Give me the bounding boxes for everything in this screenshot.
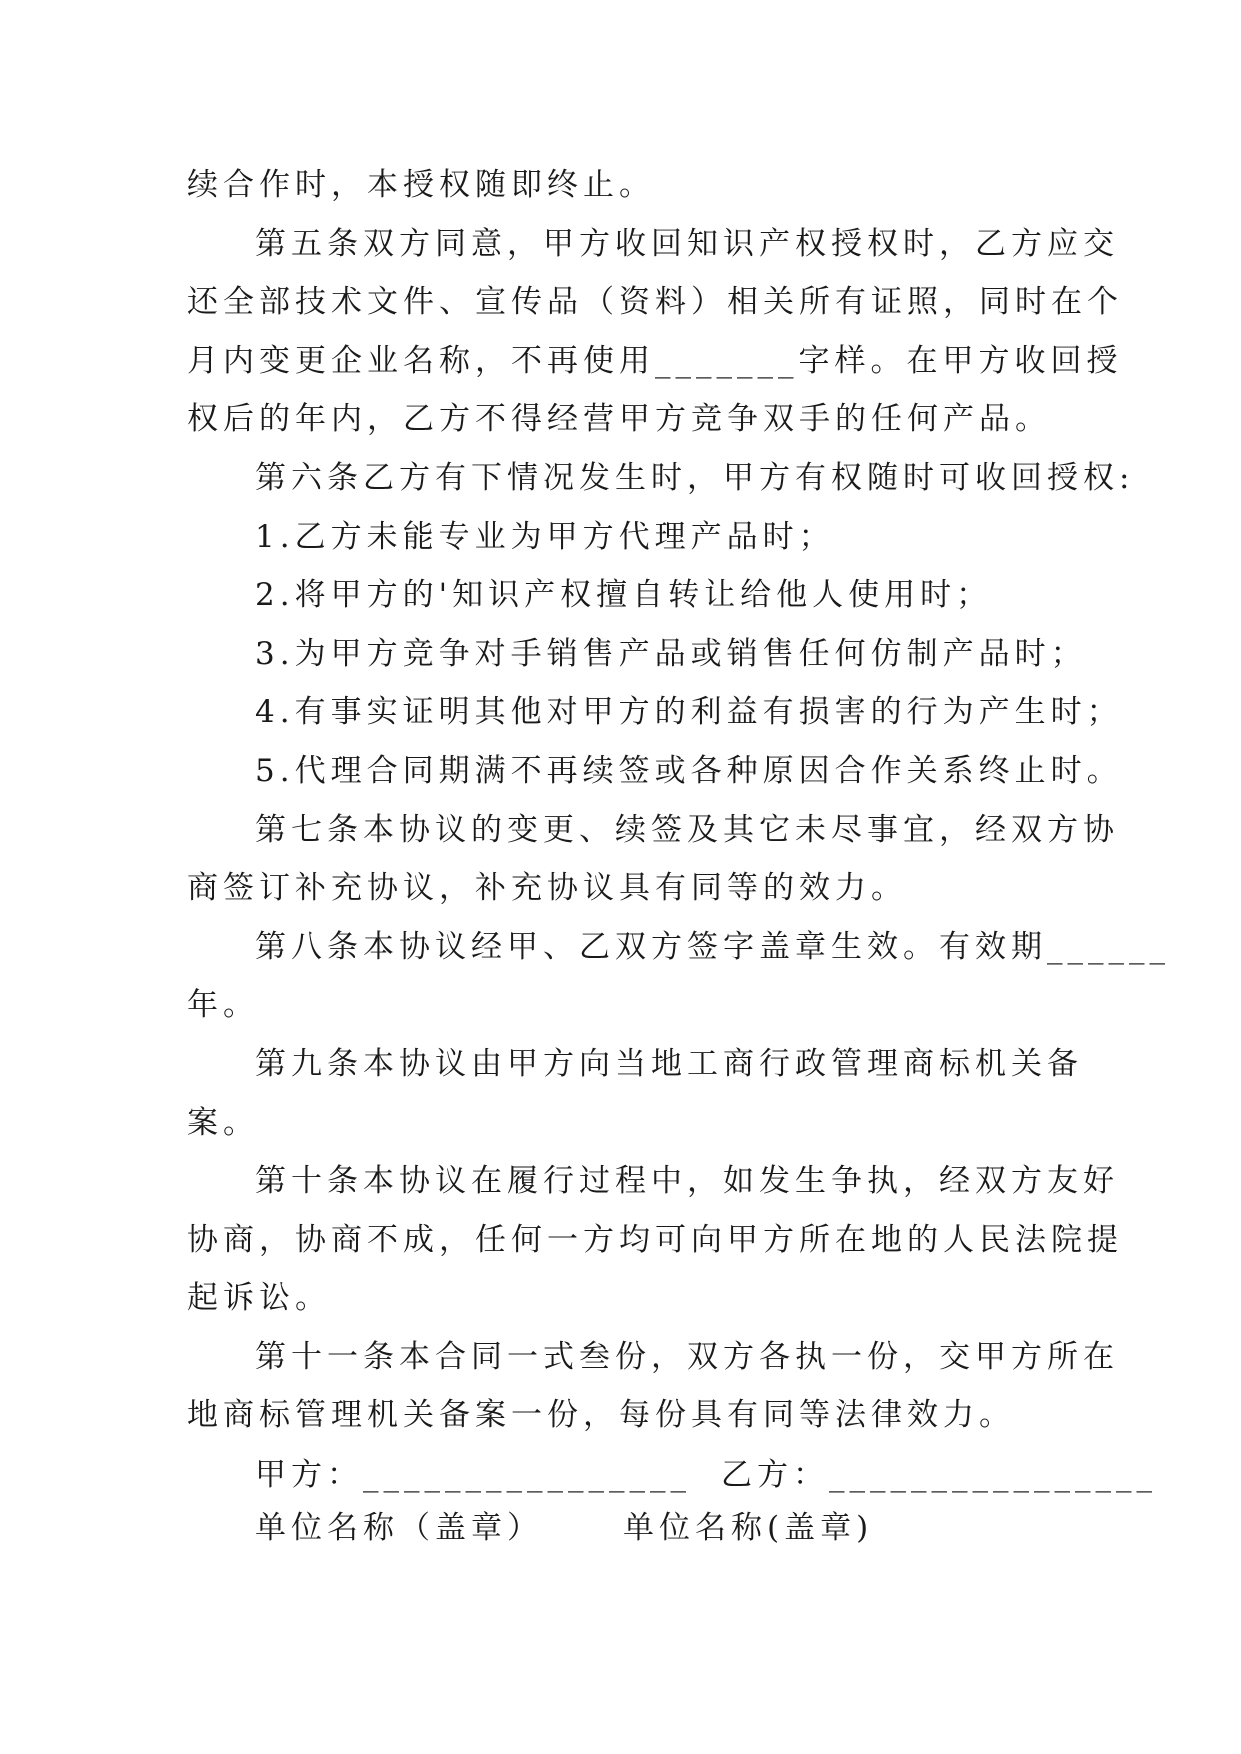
party-b-unit-name: 单位名称(盖章) (623, 1510, 874, 1546)
text-line: 第八条本协议经甲、乙双方签字盖章生效。有效期______ (255, 928, 1170, 965)
party-a-signature-blank: ________________ (363, 1457, 691, 1493)
text-line: 第九条本协议由甲方向当地工商行政管理商标机关备 (255, 1045, 1083, 1082)
text-line: 1.乙方未能专业为甲方代理产品时； (255, 518, 835, 555)
text-line: 第十一条本合同一式叁份，双方各执一份，交甲方所在 (255, 1338, 1119, 1375)
text-line: 商签订补充协议，补充协议具有同等的效力。 (187, 870, 907, 907)
text-line: 权后的年内，乙方不得经营甲方竞争双手的任何产品。 (187, 401, 1051, 438)
text-line: 地商标管理机关备案一份，每份具有同等法律效力。 (187, 1397, 1015, 1434)
text-line: 3.为甲方竞争对手销售产品或销售任何仿制产品时； (255, 635, 1087, 672)
text-line: 续合作时，本授权随即终止。 (187, 167, 655, 203)
party-b-label: 乙方： (721, 1457, 829, 1493)
party-a-label: 甲方： (255, 1457, 363, 1493)
unit-name-row (255, 1508, 873, 1548)
text-line: 5.代理合同期满不再续签或各种原因合作关系终止时。 (255, 752, 1123, 789)
text-line: 第十条本协议在履行过程中，如发生争执，经双方友好 (255, 1163, 1119, 1200)
text-line: 起诉讼。 (187, 1280, 331, 1317)
text-line: 第七条本协议的变更、续签及其它未尽事宜，经双方协 (255, 811, 1119, 848)
text-line: 协商，协商不成，任何一方均可向甲方所在地的人民法院提 (187, 1221, 1123, 1258)
text-line: 年。 (187, 987, 259, 1024)
document-body (187, 156, 1170, 1445)
party-b-signature-blank: ________________ (829, 1457, 1157, 1493)
text-line: 第六条乙方有下情况发生时，甲方有权随时可收回授权: (255, 459, 1135, 496)
signature-row (255, 1455, 1157, 1495)
text-line: 还全部技术文件、宣传品（资料）相关所有证照，同时在个 (187, 284, 1123, 321)
party-a-unit-name: 单位名称（盖章） (255, 1510, 543, 1546)
text-line: 月内变更企业名称，不再使用_______字样。在甲方收回授 (187, 342, 1123, 379)
text-line: 2.将甲方的'知识产权擅自转让给他人使用时； (255, 577, 993, 614)
text-line: 4.有事实证明其他对甲方的利益有损害的行为产生时； (255, 694, 1123, 731)
text-line: 第五条双方同意，甲方收回知识产权授权时，乙方应交 (255, 225, 1119, 262)
text-line: 案。 (187, 1104, 259, 1141)
